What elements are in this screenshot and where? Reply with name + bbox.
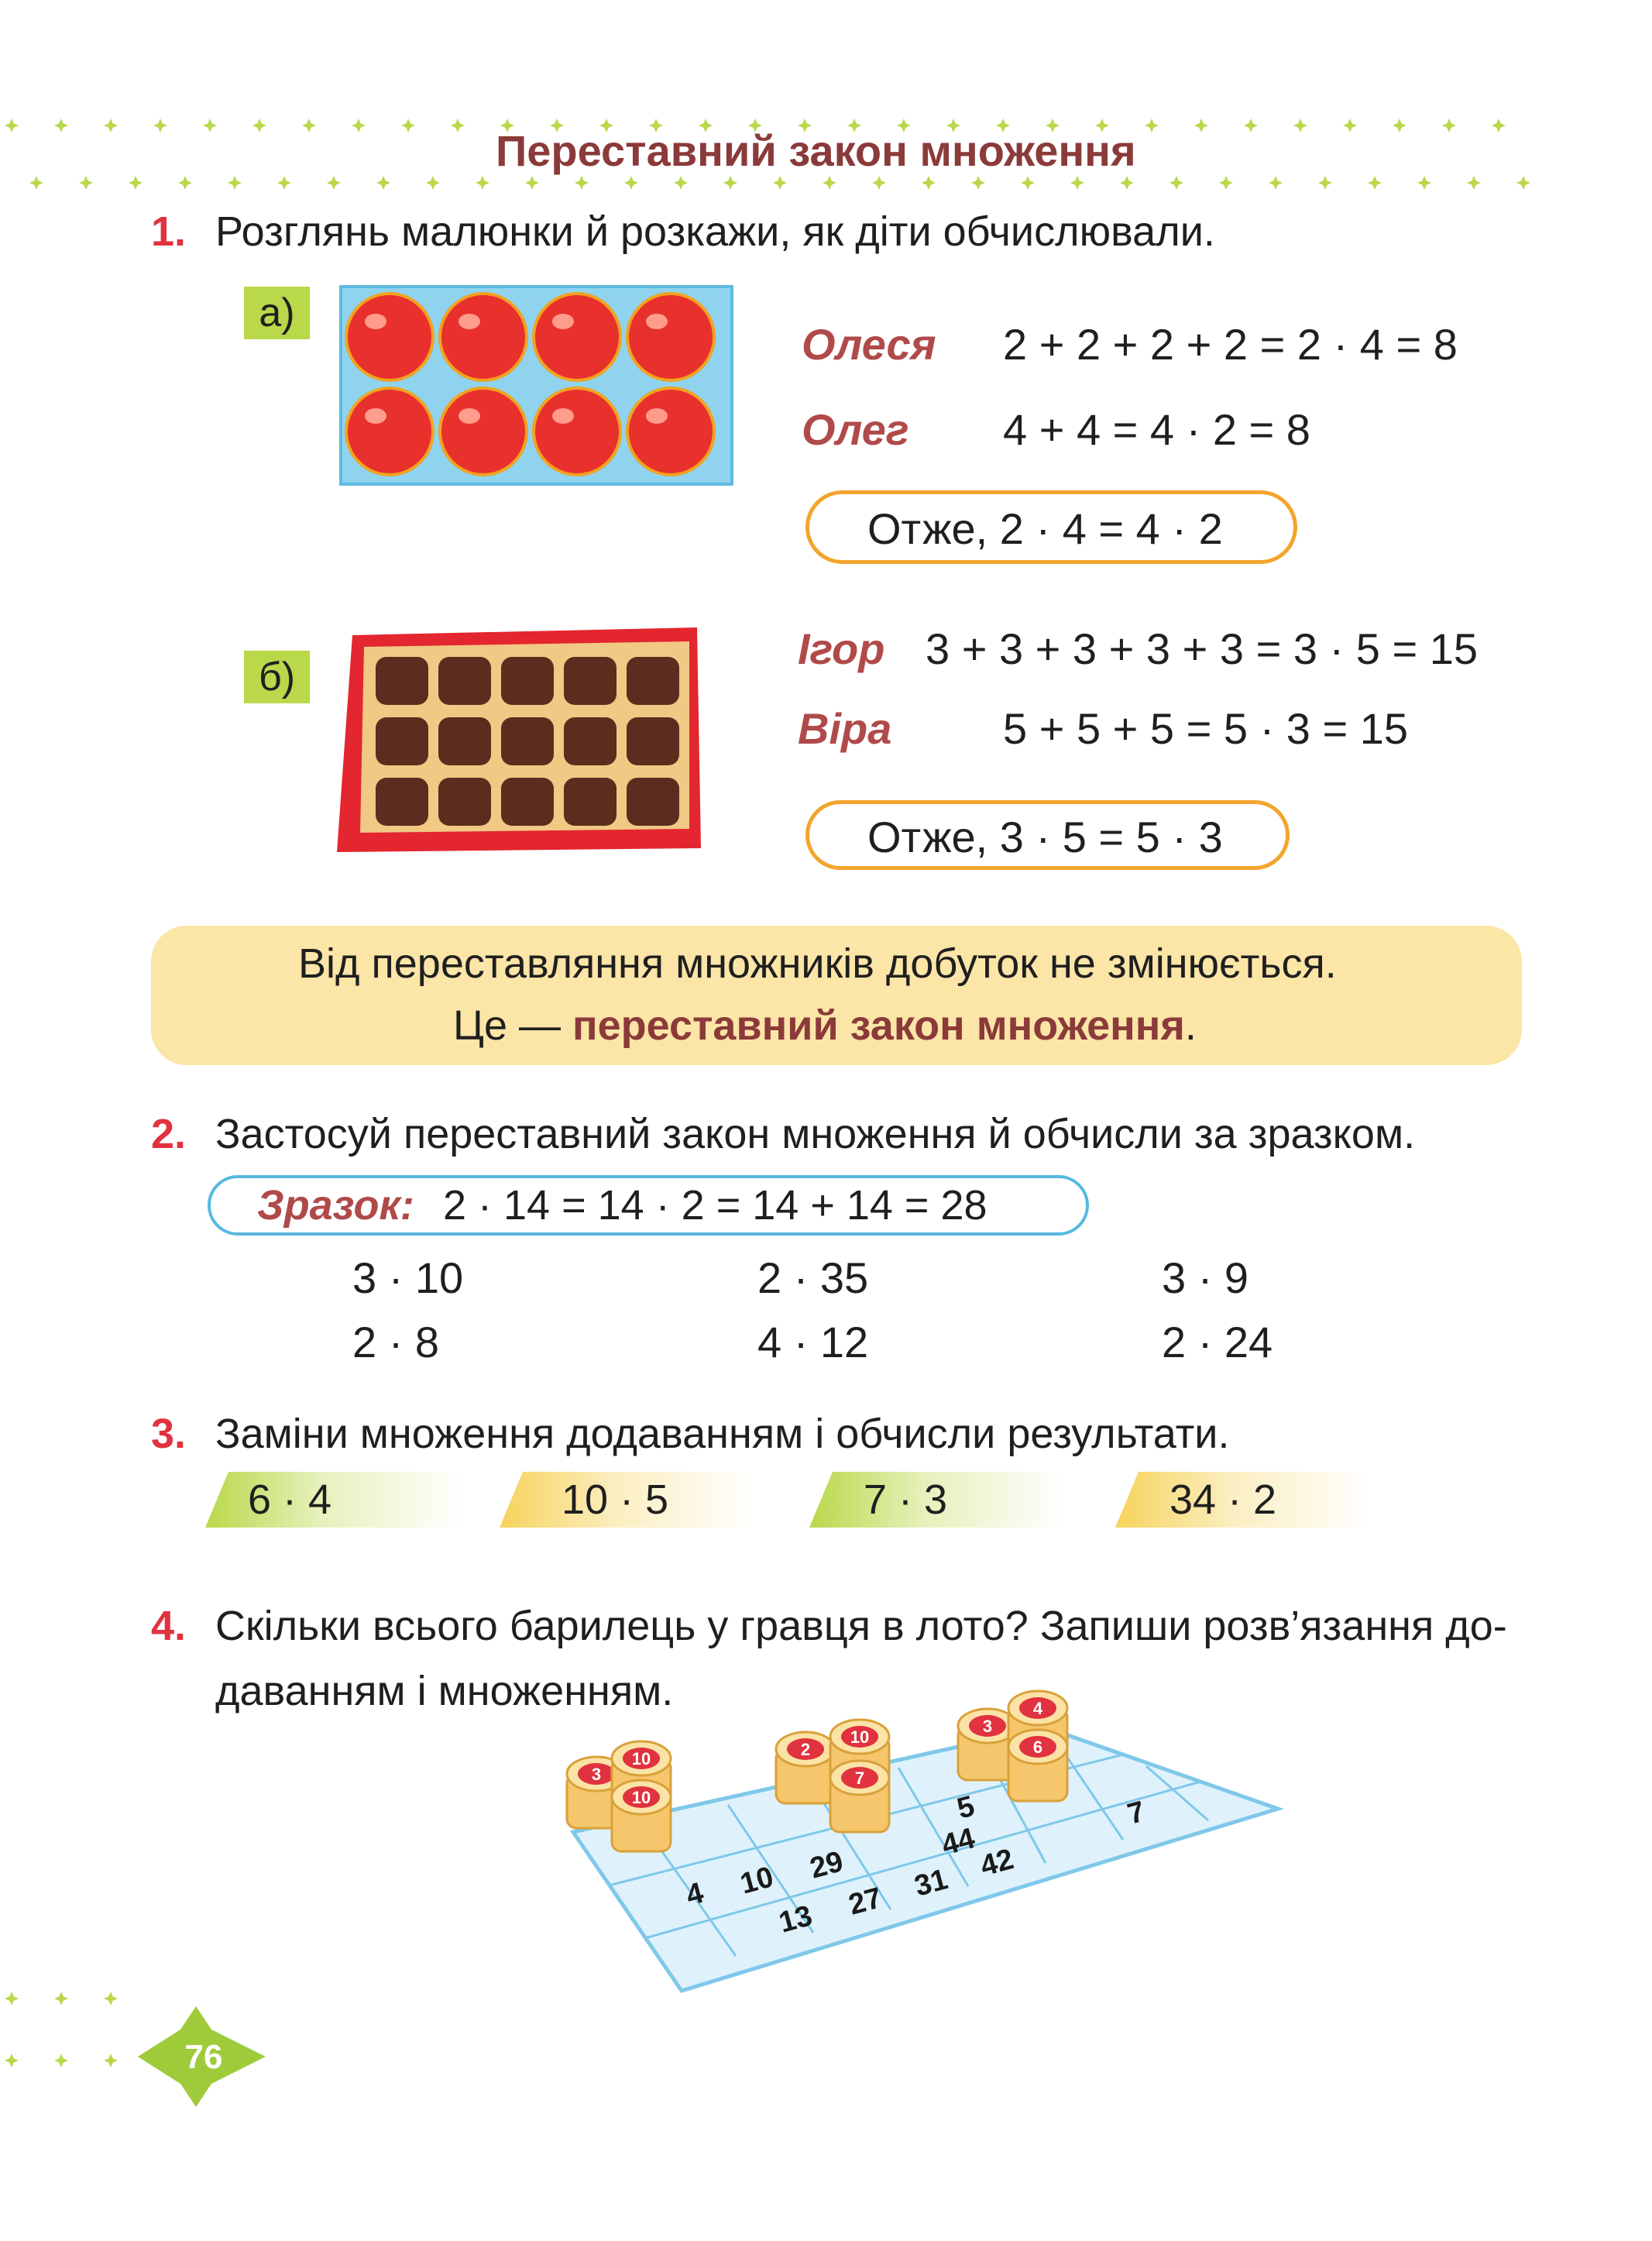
rule-suffix: . [1184, 1002, 1197, 1049]
star-decoration [1070, 176, 1084, 190]
ornament-ball [440, 294, 527, 380]
expression-tag: 10 · 5 [500, 1472, 755, 1528]
chocolate-candy [627, 657, 679, 705]
star-decoration [1169, 176, 1183, 190]
star-decoration [1467, 176, 1481, 190]
candy-box-illustration [329, 620, 713, 860]
star-decoration [352, 119, 366, 132]
barrel-number: 7 [854, 1768, 865, 1788]
star-decoration [54, 2054, 68, 2067]
star-decoration [252, 119, 266, 132]
ornament-highlight [552, 408, 574, 424]
barrel-number: 3 [982, 1717, 993, 1736]
equation: 2 + 2 + 2 + 2 = 2 · 4 = 8 [1003, 320, 1458, 369]
sample-box [208, 1175, 1089, 1236]
card-number: 5 [953, 1789, 978, 1826]
star-decoration [54, 1992, 68, 2006]
ornament-highlight [646, 314, 668, 329]
ornament-highlight [552, 314, 574, 329]
star-decoration [5, 2054, 19, 2067]
star-border-bottom [0, 1983, 155, 2099]
card-number: 31 [911, 1863, 952, 1903]
chocolate-candy [627, 717, 679, 765]
task-number: 4. [151, 1603, 187, 1649]
ornament-ball [534, 294, 620, 380]
chocolate-candy [627, 778, 679, 826]
rule-prefix: Це — [453, 1002, 572, 1049]
star-decoration [1145, 119, 1159, 132]
star-decoration [872, 176, 886, 190]
conclusion-box [805, 800, 1290, 870]
star-decoration [922, 176, 936, 190]
star-decoration [1293, 119, 1307, 132]
star-decoration [624, 176, 638, 190]
star-decoration [1219, 176, 1233, 190]
exercise: 3 · 10 [352, 1253, 464, 1302]
task-text: Заміни множення додаванням і обчисли результати. [215, 1411, 1230, 1457]
expression-tag: 7 · 3 [809, 1472, 1065, 1528]
equation: 4 + 4 = 4 · 2 = 8 [1003, 405, 1310, 454]
barrel-number: 10 [631, 1788, 651, 1807]
chocolate-candy [438, 717, 491, 765]
ornament-highlight [459, 314, 480, 329]
star-decoration [451, 119, 465, 132]
chocolate-candy [564, 778, 616, 826]
chocolate-candy [376, 717, 428, 765]
card-number: 10 [737, 1861, 778, 1901]
barrel-number: 4 [1032, 1699, 1043, 1718]
page-number: 76 [184, 2038, 223, 2076]
star-decoration [54, 119, 68, 132]
star-decoration [1368, 176, 1382, 190]
star-decoration [376, 176, 390, 190]
ornament-ball [627, 388, 714, 475]
card-number: 42 [977, 1843, 1018, 1883]
card-number: 4 [682, 1876, 707, 1913]
star-decoration [104, 1992, 118, 2006]
part-label: а) [244, 287, 310, 339]
equation: 3 + 3 + 3 + 3 + 3 = 3 · 5 = 15 [926, 624, 1478, 673]
barrel-number: 2 [800, 1740, 811, 1759]
star-decoration [129, 176, 143, 190]
student-name: Ігор [798, 624, 885, 673]
star-decoration [1318, 176, 1332, 190]
ornament-ball [346, 388, 433, 475]
student-name: Олег [802, 405, 909, 454]
task-number: 2. [151, 1111, 187, 1157]
star-decoration [971, 176, 985, 190]
student-name: Олеся [802, 320, 936, 369]
ornament-highlight [365, 408, 386, 424]
star-decoration [773, 176, 787, 190]
card-number: 13 [775, 1899, 816, 1940]
expression-tag: 34 · 2 [1115, 1472, 1371, 1528]
star-decoration [1269, 176, 1283, 190]
star-decoration [79, 176, 93, 190]
chocolate-candy [376, 778, 428, 826]
barrel-number: 10 [631, 1749, 651, 1768]
conclusion-box [805, 490, 1297, 564]
star-decoration [327, 176, 341, 190]
star-decoration [723, 176, 737, 190]
star-decoration [104, 2054, 118, 2067]
conclusion-text: Отже, 3 · 5 = 5 · 3 [867, 813, 1223, 861]
barrel-number: 3 [591, 1765, 602, 1784]
ornament-highlight [365, 314, 386, 329]
star-decoration [228, 176, 242, 190]
chocolate-candy [438, 657, 491, 705]
rule-line-2 [453, 1002, 1197, 1050]
page-title: Переставний закон множення [496, 126, 1136, 175]
task-text-line-1: Скільки всього барилець у гравця в лото? Запиши розв’язання до- [215, 1603, 1507, 1649]
chocolate-candy [501, 778, 554, 826]
ornament-box-illustration [337, 283, 740, 490]
ornament-ball [346, 294, 433, 380]
star-decoration [1244, 119, 1258, 132]
star-decoration [5, 119, 19, 132]
star-decoration [575, 176, 589, 190]
rule-highlight: переставний закон множення [572, 1002, 1185, 1049]
chocolate-candy [564, 717, 616, 765]
lotto-card-illustration [558, 1681, 1301, 2006]
chocolate-candy [376, 657, 428, 705]
star-decoration [1417, 176, 1431, 190]
star-decoration [525, 176, 539, 190]
card-number: 44 [938, 1822, 979, 1862]
exercise: 4 · 12 [757, 1318, 869, 1366]
star-decoration [1021, 176, 1035, 190]
card-number: 29 [806, 1845, 847, 1885]
star-decoration [674, 176, 688, 190]
exercise: 2 · 8 [352, 1318, 440, 1366]
ornament-ball [440, 388, 527, 475]
star-decoration [1343, 119, 1357, 132]
card-number: 27 [845, 1882, 886, 1922]
star-decoration [1442, 119, 1456, 132]
card-number: 7 [1124, 1795, 1149, 1831]
barrel-number: 10 [850, 1727, 870, 1747]
ornament-highlight [459, 408, 480, 424]
equation: 5 + 5 + 5 = 5 · 3 = 15 [1003, 704, 1409, 753]
exercise: 2 · 24 [1162, 1318, 1273, 1366]
expression-tag: 6 · 4 [205, 1472, 461, 1528]
star-decoration [277, 176, 291, 190]
star-decoration [1516, 176, 1530, 190]
star-decoration [5, 1992, 19, 2006]
sample-label: Зразок: [257, 1182, 414, 1229]
conclusion-text: Отже, 2 · 4 = 4 · 2 [867, 504, 1223, 553]
star-decoration [302, 119, 316, 132]
page-number-badge [138, 2006, 266, 2107]
student-name: Віра [798, 704, 892, 753]
star-decoration [426, 176, 440, 190]
ornament-ball [534, 388, 620, 475]
star-decoration [203, 119, 217, 132]
exercise: 2 · 35 [757, 1253, 869, 1302]
star-decoration [1120, 176, 1134, 190]
ornament-ball [627, 294, 714, 380]
rule-box [151, 926, 1522, 1065]
star-decoration [1492, 119, 1506, 132]
part-label: б) [244, 651, 310, 703]
task-number: 3. [151, 1411, 187, 1457]
star-decoration [1393, 119, 1406, 132]
star-decoration [1194, 119, 1208, 132]
star-decoration [823, 176, 836, 190]
exercise: 3 · 9 [1162, 1253, 1249, 1302]
chocolate-candy [438, 778, 491, 826]
sample-expression: 2 · 14 = 14 · 2 = 14 + 14 = 28 [443, 1182, 987, 1229]
chocolate-candy [501, 657, 554, 705]
barrel-number: 6 [1032, 1737, 1043, 1757]
star-decoration [401, 119, 415, 132]
task-number: 1. [151, 208, 187, 255]
rule-line-1: Від переставляння множників добуток не змінюється. [298, 940, 1337, 987]
star-decoration [476, 176, 489, 190]
star-decoration [104, 119, 118, 132]
chocolate-candy [501, 717, 554, 765]
star-decoration [153, 119, 167, 132]
star-decoration [29, 176, 43, 190]
chocolate-candy [564, 657, 616, 705]
task-text: Застосуй переставний закон множення й обчисли за зразком. [215, 1111, 1416, 1157]
ornament-highlight [646, 408, 668, 424]
task-text-line-2: даванням і множенням. [215, 1668, 674, 1714]
star-decoration [178, 176, 192, 190]
task-text: Розглянь малюнки й розкажи, як діти обчислювали. [215, 208, 1215, 255]
